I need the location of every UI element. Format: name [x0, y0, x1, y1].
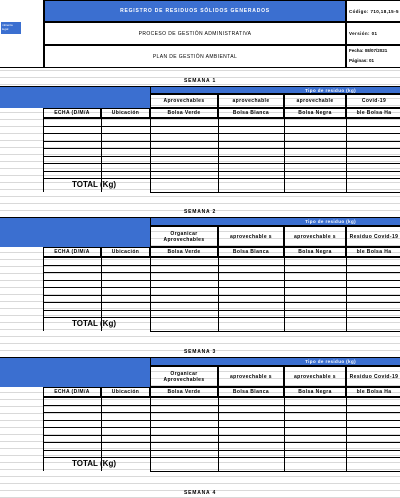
residue-category: Residuo Covid-19	[346, 226, 400, 247]
version-field: Versión: 01	[346, 22, 400, 45]
table-column-line	[284, 397, 285, 471]
bag-color-header: Bolsa Blanca	[218, 387, 284, 397]
bag-color-header: ble Bolsa Ha	[346, 108, 400, 118]
date-field: Fecha: 08/07/2021	[349, 48, 388, 53]
residue-category: Residuo Covid-19	[346, 366, 400, 387]
week-table	[0, 78, 400, 208]
date-column-header: ECHA (D/M/A	[43, 247, 101, 257]
table-column-line	[284, 257, 285, 331]
plan-label: PLAN DE GESTIÓN AMBIENTAL	[44, 45, 346, 68]
logo-box	[0, 0, 44, 68]
total-row-line	[150, 471, 400, 472]
bag-color-header: Bolsa Negra	[284, 247, 346, 257]
process-label: PROCESO DE GESTIÓN ADMINISTRATIVA	[44, 22, 346, 45]
gridline	[0, 483, 400, 484]
total-label: TOTAL (Kg)	[72, 319, 116, 328]
residue-category: aprovechable s	[218, 366, 284, 387]
document-title: REGISTRO DE RESIDUOS SÓLIDOS GENERADOS	[44, 0, 346, 22]
table-column-line	[43, 118, 44, 192]
bag-color-header: Bolsa Negra	[284, 387, 346, 397]
document-header	[0, 0, 400, 70]
residue-category: aprovechable	[218, 94, 284, 108]
residue-category: aprovechable	[284, 94, 346, 108]
table-column-line	[346, 257, 347, 331]
date-column-header: ECHA (D/M/A	[43, 387, 101, 397]
total-label: TOTAL (Kg)	[72, 459, 116, 468]
table-column-line	[218, 397, 219, 471]
date-column-header: ECHA (D/M/A	[43, 108, 101, 118]
residue-category: Organicar Aprovechables	[150, 226, 218, 247]
gridline	[0, 343, 400, 344]
week-label: SEMANA 3	[183, 349, 217, 355]
week-header-band	[0, 86, 150, 108]
bag-color-header: ble Bolsa Ha	[346, 247, 400, 257]
week-table	[0, 209, 400, 339]
bag-color-header: Bolsa Blanca	[218, 108, 284, 118]
bag-color-header: Bolsa Verde	[150, 387, 218, 397]
residue-type-header: Tipo de residuo (kg)	[150, 357, 400, 366]
table-column-line	[284, 118, 285, 192]
table-column-line	[346, 397, 347, 471]
pages-field: Páginas: 01	[349, 58, 375, 63]
week-4-label: SEMANA 4	[183, 490, 217, 496]
residue-category: Aprovechables	[150, 94, 218, 108]
week-table	[0, 349, 400, 479]
table-column-line	[218, 118, 219, 192]
residue-type-header: Tipo de residuo (kg)	[150, 217, 400, 226]
week-label: SEMANA 2	[183, 209, 217, 215]
residue-category: Organicar Aprovechables	[150, 366, 218, 387]
code-field: Código: 710,18,15-5	[346, 0, 400, 22]
table-column-line	[346, 118, 347, 192]
table-column-line	[43, 397, 44, 471]
location-column-header: Ubicación	[101, 387, 150, 397]
residue-category: aprovechable s	[218, 226, 284, 247]
bag-color-header: Bolsa Verde	[150, 247, 218, 257]
total-row-line	[150, 192, 400, 193]
table-column-line	[150, 257, 151, 331]
table-column-line	[218, 257, 219, 331]
week-label: SEMANA 1	[183, 78, 217, 84]
total-row-line	[150, 331, 400, 332]
residue-type-header: Tipo de residuo (kg)	[150, 86, 400, 94]
location-column-header: Ubicación	[101, 247, 150, 257]
week-header-band	[0, 357, 150, 387]
residue-category: aprovechable s	[284, 366, 346, 387]
table-column-line	[43, 257, 44, 331]
bag-color-header: Bolsa Negra	[284, 108, 346, 118]
table-column-line	[150, 397, 151, 471]
date-pages-field	[346, 45, 400, 68]
bag-color-header: Bolsa Blanca	[218, 247, 284, 257]
location-column-header: Ubicación	[101, 108, 150, 118]
bag-color-header: Bolsa Verde	[150, 108, 218, 118]
gridline	[0, 70, 400, 71]
residue-category: aprovechable s	[284, 226, 346, 247]
table-column-line	[150, 118, 151, 192]
total-label: TOTAL (Kg)	[72, 180, 116, 189]
bag-color-header: ble Bolsa Ha	[346, 387, 400, 397]
organization-logo: mbienta legal	[1, 22, 21, 34]
week-header-band	[0, 217, 150, 247]
residue-category: Covid-19	[346, 94, 400, 108]
